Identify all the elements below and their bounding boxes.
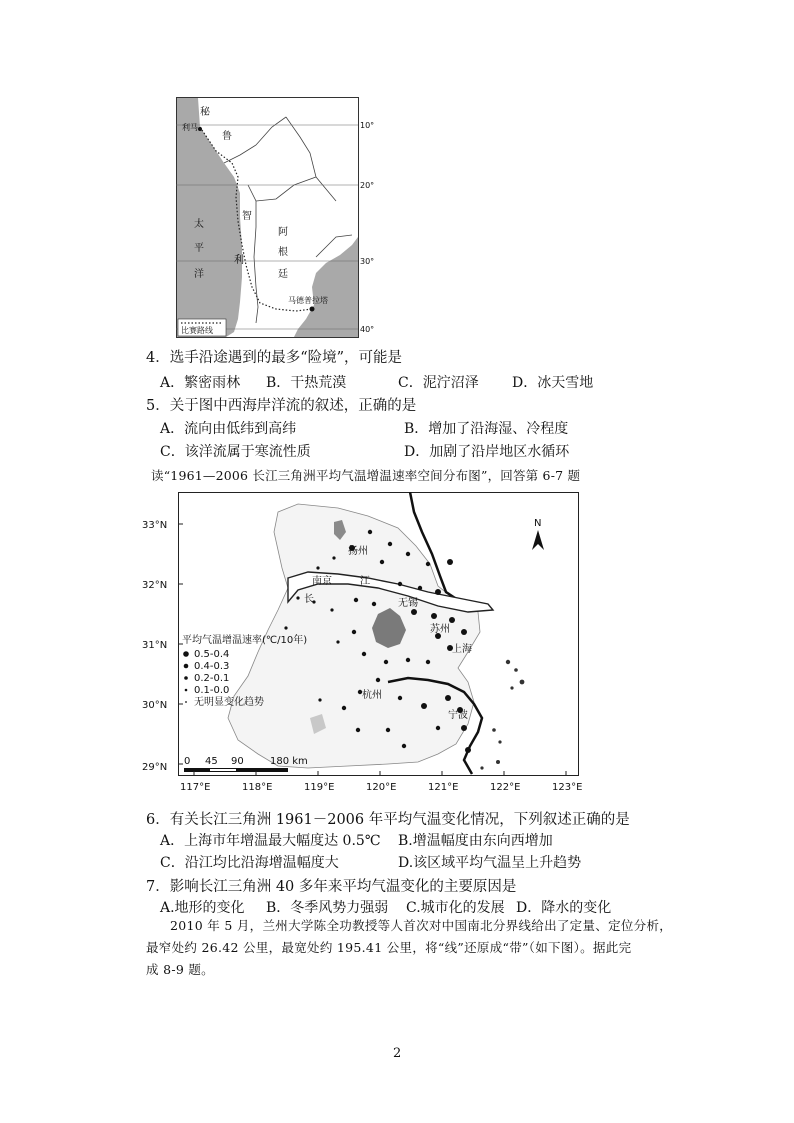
legend-title: 平均气温增温速率(℃/10年): [182, 635, 308, 646]
map1-label-zhi: 智: [242, 211, 252, 222]
q4-option-c: C．泥泞沼泽: [398, 375, 479, 391]
page-number: 2: [393, 1046, 402, 1061]
para-8-9-line1: 2010 年 5 月，兰州大学陈全功教授等人首次对中国南北分界线给出了定量、定位分析，: [170, 918, 673, 933]
label-yangzhou: 扬州: [348, 546, 368, 557]
legend-item-1: 0.5-0.4: [194, 649, 230, 660]
map1-lat-20: 20°: [360, 181, 375, 190]
map1-label-yang: 洋: [194, 269, 204, 280]
q6-option-c: C．沿江均比沿海增温幅度大: [160, 855, 339, 871]
q4-option-b: B．干热荒漠: [266, 375, 347, 391]
q4-stem: 4．选手沿途遇到的最多“险境”，可能是: [146, 350, 403, 366]
legend-item-2: 0.4-0.3: [194, 661, 230, 672]
q4-option-d: D．冰天雪地: [512, 375, 594, 391]
map1-lat-10: 10°: [360, 121, 375, 130]
scale-90: 90: [231, 756, 244, 767]
map1-label-madeling: 马德普拉塔: [288, 296, 328, 305]
q7-option-a: A.地形的变化: [160, 900, 245, 916]
lima-dot: [198, 127, 202, 131]
legend-item-4: 0.1-0.0: [194, 685, 230, 696]
map1-legend-label: 比赛路线: [181, 326, 213, 335]
label-ningbo: 宁波: [448, 710, 468, 721]
q6-option-d: D.该区域平均气温呈上升趋势: [398, 855, 582, 871]
map1-label-li: 利: [234, 255, 244, 266]
lat-33: 33°N: [142, 520, 168, 531]
q5-option-d: D．加剧了沿岸地区水循环: [404, 444, 570, 460]
lon-118: 118°E: [242, 782, 273, 793]
lon-122: 122°E: [490, 782, 521, 793]
yangtze-delta-warming-map: [138, 492, 590, 797]
scale-45: 45: [205, 756, 218, 767]
label-shanghai: 上海: [452, 644, 472, 655]
label-hangzhou: 杭州: [362, 690, 382, 701]
map1-lat-40: 40°: [360, 325, 375, 334]
lat-31: 31°N: [142, 640, 168, 651]
label-suzhou: 苏州: [430, 624, 450, 635]
q5-option-a: A．流向由低纬到高纬: [160, 421, 297, 437]
lon-120: 120°E: [366, 782, 397, 793]
lat-29: 29°N: [142, 762, 168, 773]
lat-30: 30°N: [142, 700, 168, 711]
legend-item-5: 无明显变化趋势: [194, 697, 264, 708]
label-wuxi: 无锡: [398, 598, 418, 609]
q6-stem: 6．有关长江三角洲 1961－2006 年平均气温变化情况，下列叙述正确的是: [146, 812, 630, 828]
lon-117: 117°E: [180, 782, 211, 793]
map1-lat-30: 30°: [360, 257, 375, 266]
map1-label-bi: 秘: [200, 107, 210, 118]
label-chang: 长: [304, 594, 314, 605]
map1-label-gen: 根: [278, 247, 288, 258]
map1-label-a: 阿: [278, 227, 288, 238]
map1-label-lu: 鲁: [222, 131, 232, 142]
q5-option-c: C．该洋流属于寒流性质: [160, 444, 311, 460]
map1-label-tai: 太: [194, 219, 204, 230]
q7-option-b: B．冬季风势力强弱: [266, 900, 389, 916]
q7-stem: 7．影响长江三角洲 40 多年来平均气温变化的主要原因是: [146, 879, 517, 895]
lat-32: 32°N: [142, 580, 168, 591]
label-nanjing: 南京: [312, 576, 332, 587]
lon-121: 121°E: [428, 782, 459, 793]
q4-option-a: A．繁密雨林: [160, 375, 241, 391]
south-america-route-map: [176, 97, 376, 339]
map1-label-ting: 廷: [278, 269, 288, 280]
lon-123: 123°E: [552, 782, 583, 793]
q7-option-d: D．降水的变化: [516, 900, 612, 916]
q7-option-c: C.城市化的发展: [406, 900, 505, 916]
legend-item-3: 0.2-0.1: [194, 673, 230, 684]
north-label: N: [534, 518, 542, 529]
q5-option-b: B．增加了沿海湿、冷程度: [404, 421, 569, 437]
map1-label-ping: 平: [194, 243, 204, 254]
q6-option-a: A．上海市年增温最大幅度达 0.5℃: [160, 833, 381, 849]
para-8-9-line3: 成 8-9 题。: [146, 962, 214, 977]
map1-label-lima: 利马: [182, 123, 198, 132]
label-jiang: 江: [360, 576, 370, 587]
q5-stem: 5．关于图中西海岸洋流的叙述，正确的是: [146, 398, 417, 414]
scale-180: 180 km: [270, 756, 308, 767]
intro-6-7: 读“1961—2006 长江三角洲平均气温增温速率空间分布图”，回答第 6-7 题: [151, 468, 581, 483]
para-8-9-line2: 最窄处约 26.42 公里，最宽处约 195.41 公里，将“线”还原成“带”（如下图）。据此完: [146, 940, 632, 955]
lon-119: 119°E: [304, 782, 335, 793]
q6-option-b: B.增温幅度由东向西增加: [398, 833, 553, 849]
scale-0: 0: [184, 756, 191, 767]
mar-del-plata-dot: [310, 307, 315, 312]
